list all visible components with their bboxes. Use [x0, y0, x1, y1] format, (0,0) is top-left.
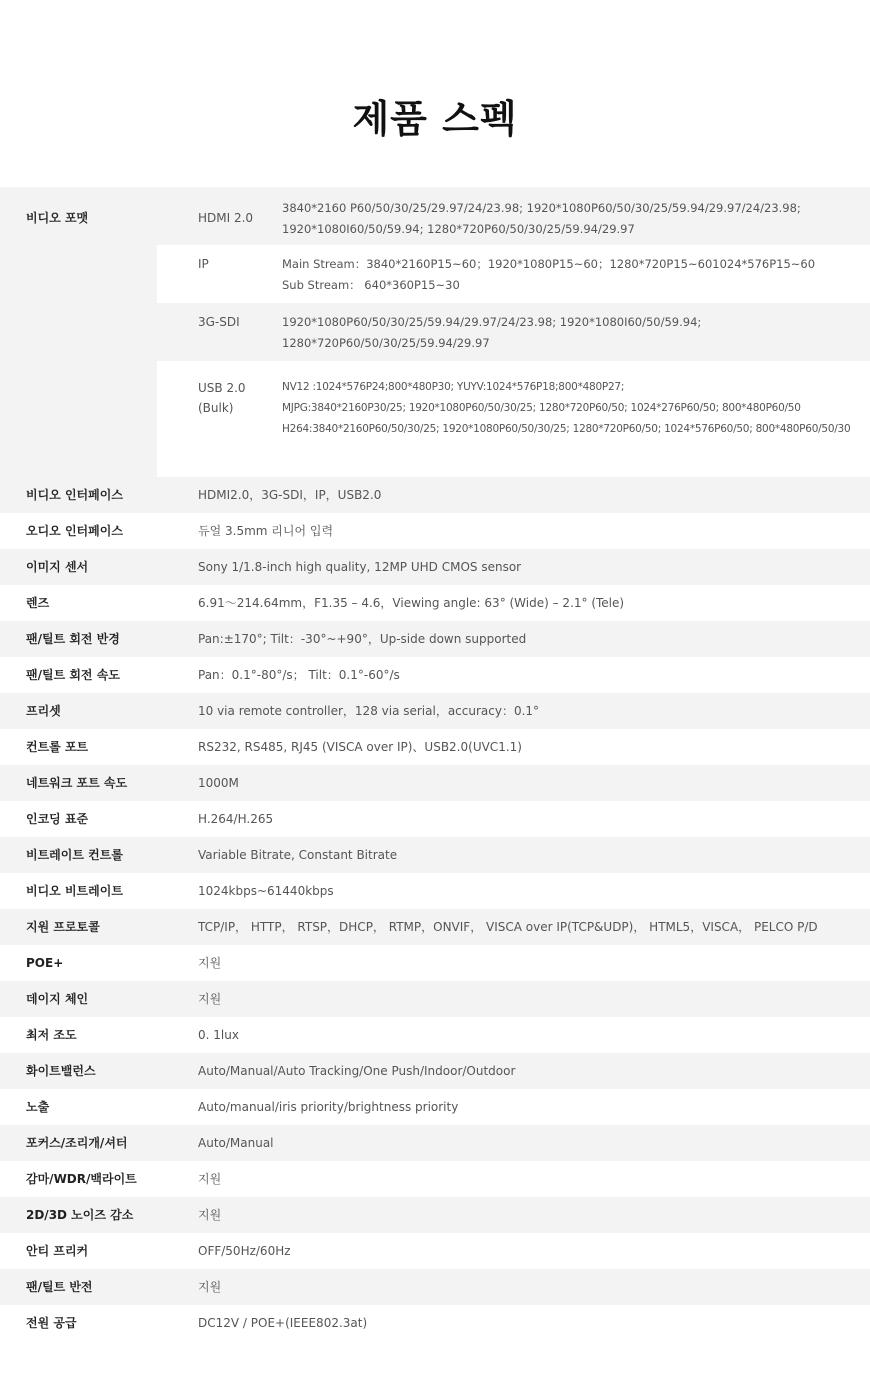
- spec-value: OFF/50Hz/60Hz: [198, 1244, 291, 1258]
- format-value: [282, 377, 864, 440]
- spec-value: 지원: [198, 1280, 222, 1294]
- spec-label: 비트레이트 컨트롤: [26, 848, 123, 862]
- spec-value: 지원: [198, 1208, 222, 1222]
- spec-row: [0, 801, 870, 837]
- spec-value: Auto/Manual/Auto Tracking/One Push/Indoor/Outdoor: [198, 1064, 516, 1078]
- format-value: [282, 198, 864, 240]
- spec-value: 6.91～214.64mm，F1.35 – 4.6，Viewing angle: 63° (Wide) – 2.1° (Tele): [198, 596, 625, 610]
- spec-label: 포커스/조리개/셔터: [26, 1136, 128, 1150]
- spec-value: 듀얼 3.5mm 리니어 입력: [198, 524, 334, 538]
- format-line: MJPG:3840*2160P30/25; 1920*1080P60/50/30/25; 1280*720P60/50; 1024*276P60/50; 800*480P60/50: [282, 402, 801, 414]
- spec-value: 0. 1lux: [198, 1028, 239, 1042]
- spec-row: [0, 729, 870, 765]
- format-key: [198, 378, 246, 418]
- format-line: H264:3840*2160P60/50/30/25; 1920*1080P60/50/30/25; 1280*720P60/50; 1024*576P60/50; 800*480P60/50/30: [282, 423, 851, 435]
- spec-label: 감마/WDR/백라이트: [26, 1172, 137, 1186]
- spec-row: [0, 621, 870, 657]
- spec-label: 비디오 인터페이스: [26, 488, 123, 502]
- spec-row: [0, 1269, 870, 1305]
- format-key-line: USB 2.0: [198, 381, 246, 395]
- spec-label: 이미지 센서: [26, 560, 89, 574]
- page-title: 제품 스펙: [352, 97, 518, 141]
- format-line: 1280*720P60/50/30/25/59.94/29.97: [282, 336, 490, 350]
- spec-label: 렌즈: [26, 596, 50, 610]
- spec-row: [0, 1089, 870, 1125]
- spec-row: [0, 1125, 870, 1161]
- format-key: HDMI 2.0: [198, 211, 254, 225]
- spec-row: [0, 477, 870, 513]
- spec-value: Sony 1/1.8-inch high quality, 12MP UHD CMOS sensor: [198, 560, 522, 574]
- spec-row: [0, 873, 870, 909]
- format-key: IP: [198, 257, 209, 271]
- spec-row: [0, 1053, 870, 1089]
- spec-row: [0, 1233, 870, 1269]
- spec-value: HDMI2.0，3G-SDI，IP，USB2.0: [198, 488, 382, 502]
- spec-label: 네트워크 포트 속도: [26, 776, 128, 790]
- format-line: 1920*1080I60/50/59.94; 1280*720P60/50/30/25/59.94/29.97: [282, 222, 635, 236]
- video-format-ip: [157, 245, 870, 303]
- spec-value: DC12V / POE+(IEEE802.3at): [198, 1316, 368, 1330]
- spec-value: 1024kbps~61440kbps: [198, 884, 334, 898]
- spec-row: [0, 657, 870, 693]
- spec-row: [0, 585, 870, 621]
- spec-row: [0, 1197, 870, 1233]
- spec-label: 인코딩 표준: [26, 812, 89, 826]
- spec-value: 지원: [198, 1172, 222, 1186]
- spec-label: 노출: [26, 1100, 50, 1114]
- format-line: Main Stream：3840*2160P15~60；1920*1080P15~60；1280*720P15~601024*576P15~60: [282, 257, 816, 271]
- format-line: 3840*2160 P60/50/30/25/29.97/24/23.98; 1920*1080P60/50/30/25/59.94/29.97/24/23.98;: [282, 201, 801, 215]
- spec-value: H.264/H.265: [198, 812, 274, 826]
- video-format-usb: [157, 361, 870, 477]
- format-line: NV12 :1024*576P24;800*480P30; YUYV:1024*576P18;800*480P27;: [282, 381, 625, 393]
- format-key: 3G-SDI: [198, 315, 240, 329]
- spec-value: Auto/Manual: [198, 1136, 274, 1150]
- spec-label: 데이지 체인: [26, 992, 89, 1006]
- spec-row: [0, 981, 870, 1017]
- spec-value: 지원: [198, 956, 222, 970]
- spec-label: 최저 조도: [26, 1028, 77, 1042]
- spec-label: 안티 프리커: [26, 1244, 89, 1258]
- spec-label: 팬/틸트 회전 반경: [26, 632, 120, 646]
- spec-row: [0, 513, 870, 549]
- format-key-line: (Bulk): [198, 401, 234, 415]
- spec-row: [0, 1017, 870, 1053]
- video-format-section: [0, 187, 870, 477]
- format-line: 1920*1080P60/50/30/25/59.94/29.97/24/23.98; 1920*1080I60/50/59.94;: [282, 315, 702, 329]
- spec-label: POE+: [26, 956, 64, 970]
- spec-label: 오디오 인터페이스: [26, 524, 123, 538]
- spec-value: 지원: [198, 992, 222, 1006]
- format-value: [282, 254, 864, 296]
- spec-value: Pan：0.1°-80°/s； Tilt：0.1°-60°/s: [198, 668, 400, 682]
- spec-row: [0, 765, 870, 801]
- spec-row: [0, 1161, 870, 1197]
- spec-label: 전원 공급: [26, 1316, 77, 1330]
- spec-label: 2D/3D 노이즈 감소: [26, 1208, 134, 1222]
- spec-value: Pan:±170°; Tilt：-30°~+90°，Up-side down supported: [198, 632, 527, 646]
- spec-row: [0, 1305, 870, 1341]
- spec-label: 팬/틸트 회전 속도: [26, 668, 120, 682]
- video-format-sdi: [157, 303, 870, 361]
- spec-value: RS232, RS485, RJ45 (VISCA over IP)、USB2.0(UVC1.1): [198, 740, 522, 754]
- spec-label: 화이트밸런스: [26, 1064, 96, 1078]
- spec-row: [0, 837, 870, 873]
- spec-label: 프리셋: [26, 704, 61, 718]
- spec-value: Auto/manual/iris priority/brightness priority: [198, 1100, 459, 1114]
- video-format-hdmi: [157, 187, 870, 245]
- format-value: [282, 312, 864, 354]
- spec-label: 비디오 비트레이트: [26, 884, 123, 898]
- spec-row: [0, 945, 870, 981]
- spec-value: Variable Bitrate, Constant Bitrate: [198, 848, 398, 862]
- spec-table: [0, 187, 870, 1341]
- spec-row: [0, 693, 870, 729]
- spec-label: 컨트롤 포트: [26, 740, 89, 754]
- spec-label: 팬/틸트 반전: [26, 1280, 93, 1294]
- spec-label: 비디오 포맷: [26, 211, 89, 225]
- spec-value: 1000M: [198, 776, 239, 790]
- spec-label: 지원 프로토콜: [26, 920, 100, 934]
- spec-row: [0, 909, 870, 945]
- spec-value: TCP/IP， HTTP， RTSP，DHCP， RTMP，ONVIF， VISCA over IP(TCP&UDP)， HTML5，VISCA， PELCO P/D: [198, 920, 818, 934]
- format-line: Sub Stream： 640*360P15~30: [282, 278, 460, 292]
- spec-value: 10 via remote controller，128 via serial，accuracy：0.1°: [198, 704, 540, 718]
- spec-row: [0, 549, 870, 585]
